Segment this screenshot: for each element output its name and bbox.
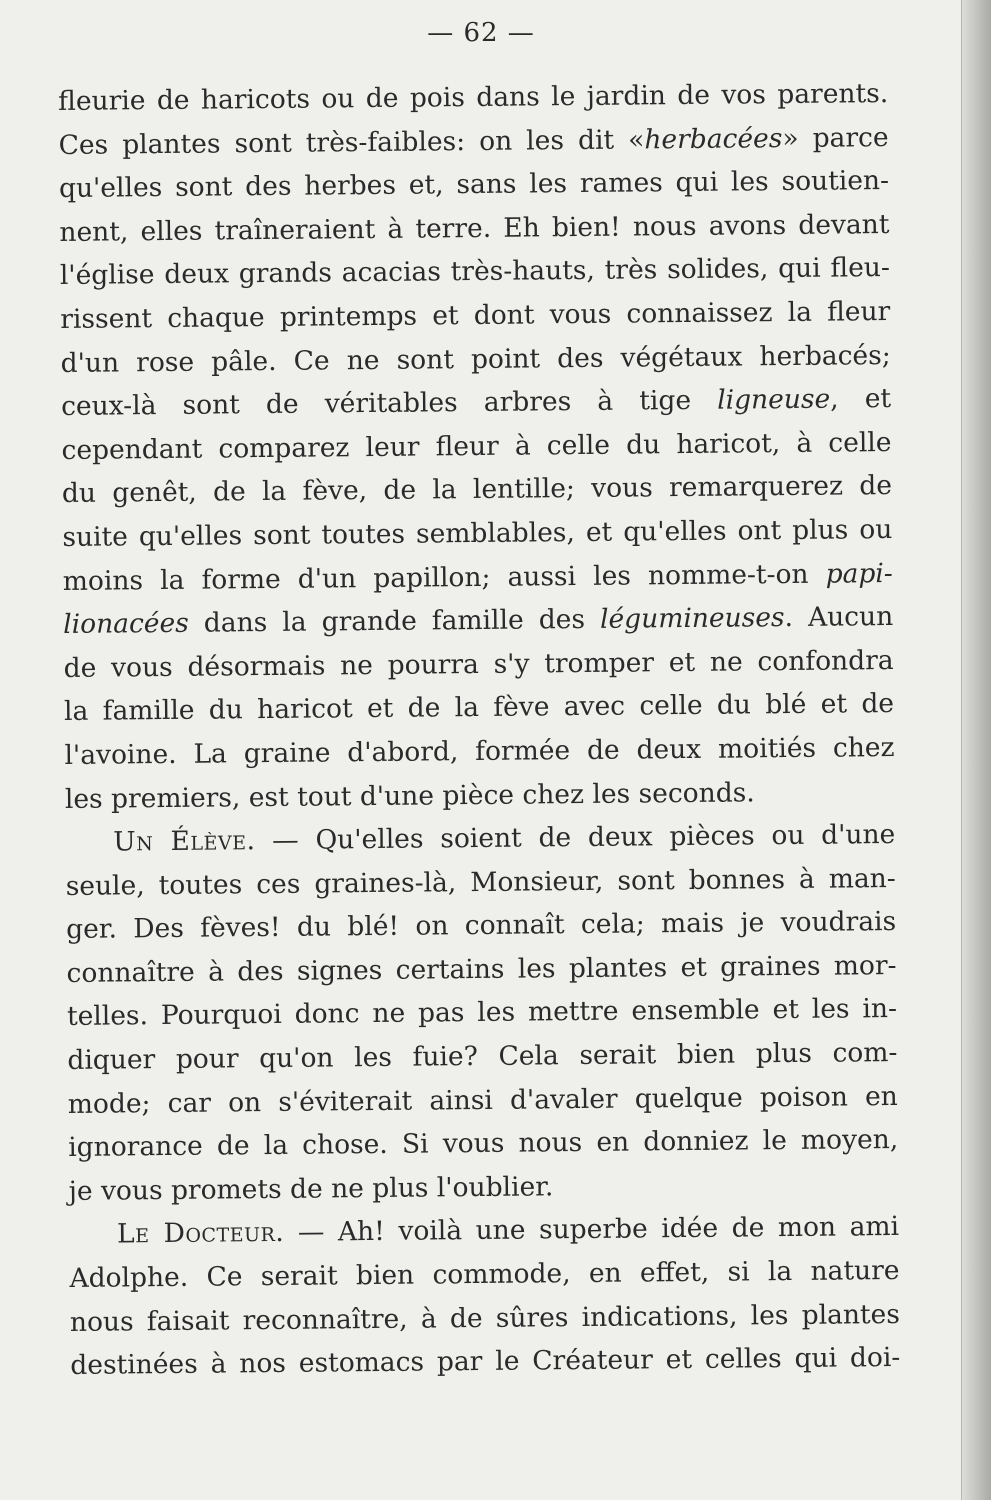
speaker-eleve: Un Élève. xyxy=(113,825,256,858)
text-line: cependant comparez leur fleur à celle du haricot, à celle xyxy=(61,426,892,466)
text-line: rissent chaque printemps et dont vous connaissez la fleur xyxy=(60,295,891,335)
text-line: — Qu'elles soient de deux pièces ou d'une xyxy=(272,819,896,857)
text-line: l'avoine. La graine d'abord, formée de deux moitiés chez xyxy=(64,731,895,771)
text-line: mode; car on s'éviterait ainsi d'avaler quelque poison en xyxy=(67,1080,898,1120)
text-line: — Ah! voilà une superbe idée de mon ami xyxy=(297,1211,900,1249)
dialogue-line-eleve xyxy=(65,813,895,865)
text-line: d'un rose pâle. Ce ne sont point des végétaux herbacés; xyxy=(60,339,891,379)
text-line: seule, toutes ces graines-là, Monsieur, sont bonnes à man- xyxy=(65,862,896,902)
page-gutter xyxy=(961,0,991,1500)
text-line: telles. Pourquoi donc ne pas les mettre ensemble et les in- xyxy=(66,993,898,1033)
text-line: ger. Des fèves! du blé! on connaît cela; mais je voudrais xyxy=(66,906,897,946)
text-line: nent, elles traîneraient à terre. Eh bien! nous avons devant xyxy=(59,208,890,248)
text-line: du genêt, de la fève, de la lentille; vous remarquerez de xyxy=(61,470,893,510)
text-line: l'église deux grands acacias très-hauts, très solides, qui fleu- xyxy=(59,252,890,292)
text-line: les premiers, est tout d'une pièce chez les seconds. xyxy=(64,776,755,815)
text-line: Ces plantes sont très-faibles: on les dit «herbacées» parce xyxy=(58,121,889,161)
text-line: destinées à nos estomacs par le Créateur et celles qui doi- xyxy=(70,1342,901,1382)
text-line: diquer pour qu'on les fuie? Cela serait bien plus com- xyxy=(67,1037,898,1077)
text-line: nous faisait reconnaître, à de sûres indications, les plantes xyxy=(69,1298,901,1338)
page-text xyxy=(58,72,901,1388)
text-line: fleurie de haricots ou de pois dans le jardin de vos parents. xyxy=(58,78,889,117)
text-line: moins la forme d'un papillon; aussi les nomme-t-on papi- xyxy=(62,557,893,597)
text-line: suite qu'elles sont toutes semblables, et qu'elles ont plus ou xyxy=(62,513,893,553)
text-line: Adolphe. Ce serait bien commode, en effet, si la nature xyxy=(69,1255,900,1294)
text-line: de vous désormais ne pourra s'y tromper et ne confondra xyxy=(63,644,894,684)
text-line: qu'elles sont des herbes et, sans les rames qui les soutien- xyxy=(58,165,890,205)
text-line: lionacées dans la grande famille des légumineuses. Aucun xyxy=(63,601,894,641)
text-line: la famille du haricot et de la fève avec celle du blé et de xyxy=(63,688,895,728)
speaker-docteur: Le Docteur. xyxy=(116,1217,285,1250)
text-line: je vous promets de ne plus l'oublier. xyxy=(68,1171,554,1207)
text-line: connaître à des signes certains les plantes et graines mor- xyxy=(66,949,897,989)
page-number: — 62 — xyxy=(427,18,535,48)
text-line: ignorance de la chose. Si vous nous en donniez le moyen, xyxy=(68,1124,899,1164)
text-line: ceux-là sont de véritables arbres à tige ligneuse, et xyxy=(60,383,892,423)
